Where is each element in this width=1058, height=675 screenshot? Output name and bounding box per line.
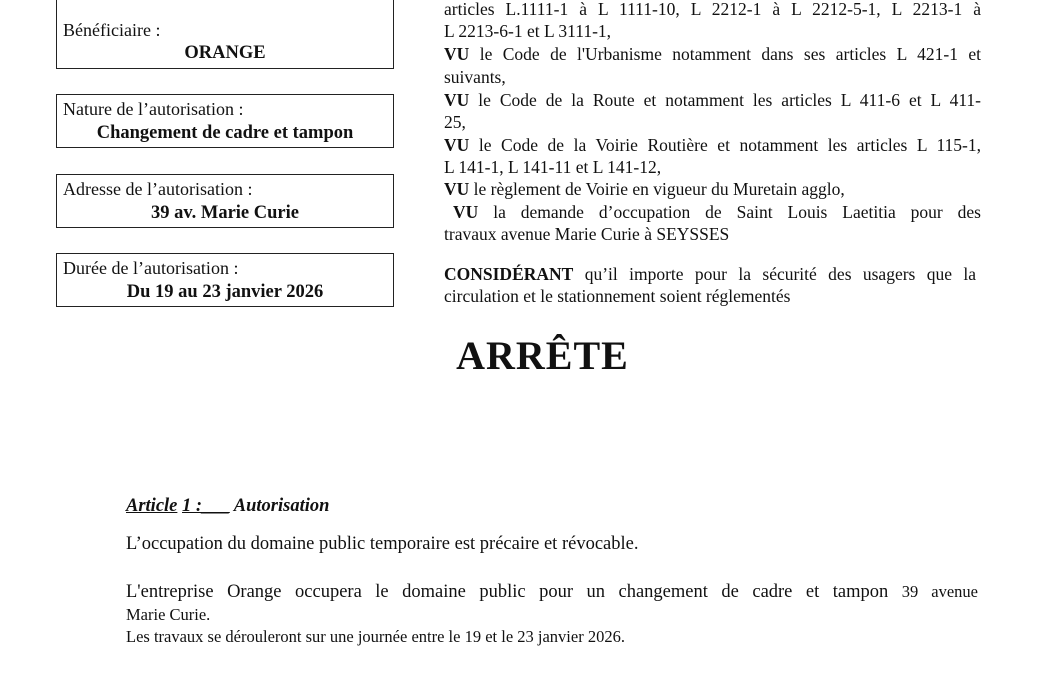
visa-articles-line-2: L 2213-6-1 et L 3111-1, bbox=[444, 21, 612, 41]
article-word: Article bbox=[126, 496, 178, 516]
vu-keyword: VU bbox=[444, 135, 470, 155]
article-1-heading bbox=[126, 496, 329, 517]
vu-keyword: VU bbox=[444, 179, 470, 199]
vu-keyword: VU bbox=[453, 202, 479, 222]
considerant-line-2: circulation et le stationnement soient réglementés bbox=[444, 286, 791, 306]
duration-label: Durée de l’autorisation : bbox=[63, 258, 239, 278]
visa-route-line-2: 25, bbox=[444, 112, 466, 132]
article-1-para-3: Les travaux se dérouleront sur une journée entre le 19 et le 23 janvier 2026. bbox=[126, 627, 625, 646]
visa-demande-line-1: VU la demande d’occupation de Saint Louis Laetitia pour des bbox=[453, 202, 981, 222]
visa-demande-line-2: travaux avenue Marie Curie à SEYSSES bbox=[444, 224, 730, 244]
address-inline: 39 avenue bbox=[901, 582, 978, 601]
nature-label: Nature de l’autorisation : bbox=[63, 99, 244, 119]
considerant-line-1: CONSIDÉRANT qu’il importe pour la sécurité des usagers que la bbox=[444, 264, 977, 284]
nature-box bbox=[56, 94, 394, 148]
visa-urbanisme-line-1: VU le Code de l'Urbanisme notamment dans ses articles L 421-1 et bbox=[444, 44, 982, 64]
visa-articles-line-1: articles L.1111-1 à L 1111-10, L 2212-1 à L 2212-5-1, L 2213-1 à bbox=[444, 0, 981, 19]
vu-keyword: VU bbox=[444, 90, 470, 110]
visa-reglement-line: VU le règlement de Voirie en vigueur du Muretain agglo, bbox=[444, 179, 845, 199]
visa-urbanisme-line-2: suivants, bbox=[444, 67, 506, 87]
visa-voirie-line-2: L 141-1, L 141-11 et L 141-12, bbox=[444, 157, 662, 177]
article-spacer: ___ bbox=[202, 496, 230, 516]
decision-title: ARRÊTE bbox=[456, 333, 629, 378]
duration-box bbox=[56, 253, 394, 307]
vu-keyword: VU bbox=[444, 44, 470, 64]
nature-value: Changement de cadre et tampon bbox=[96, 123, 354, 143]
visa-route-line-1: VU le Code de la Route et notamment les articles L 411-6 et L 411- bbox=[444, 90, 981, 110]
considerant-keyword: CONSIDÉRANT bbox=[444, 264, 574, 284]
address-value: 39 av. Marie Curie bbox=[151, 203, 299, 223]
article-title: Autorisation bbox=[233, 496, 330, 516]
beneficiary-label: Bénéficiaire : bbox=[63, 20, 161, 40]
article-1-para-2-line-2: Marie Curie. bbox=[126, 605, 211, 624]
address-label: Adresse de l’autorisation : bbox=[63, 179, 253, 199]
article-1-para-1: L’occupation du domaine public temporaire est précaire et révocable. bbox=[126, 534, 639, 554]
address-box bbox=[56, 174, 394, 228]
article-number: 1 : bbox=[182, 496, 203, 516]
visa-voirie-line-1: VU le Code de la Voirie Routière et notamment les articles L 115-1, bbox=[444, 135, 982, 155]
beneficiary-box bbox=[56, 0, 394, 69]
duration-value: Du 19 au 23 janvier 2026 bbox=[126, 282, 324, 302]
beneficiary-value: ORANGE bbox=[184, 43, 266, 63]
article-1-para-2-line-1: L'entreprise Orange occupera le domaine public pour un changement de cadre et tampon 39 avenue bbox=[126, 582, 978, 602]
